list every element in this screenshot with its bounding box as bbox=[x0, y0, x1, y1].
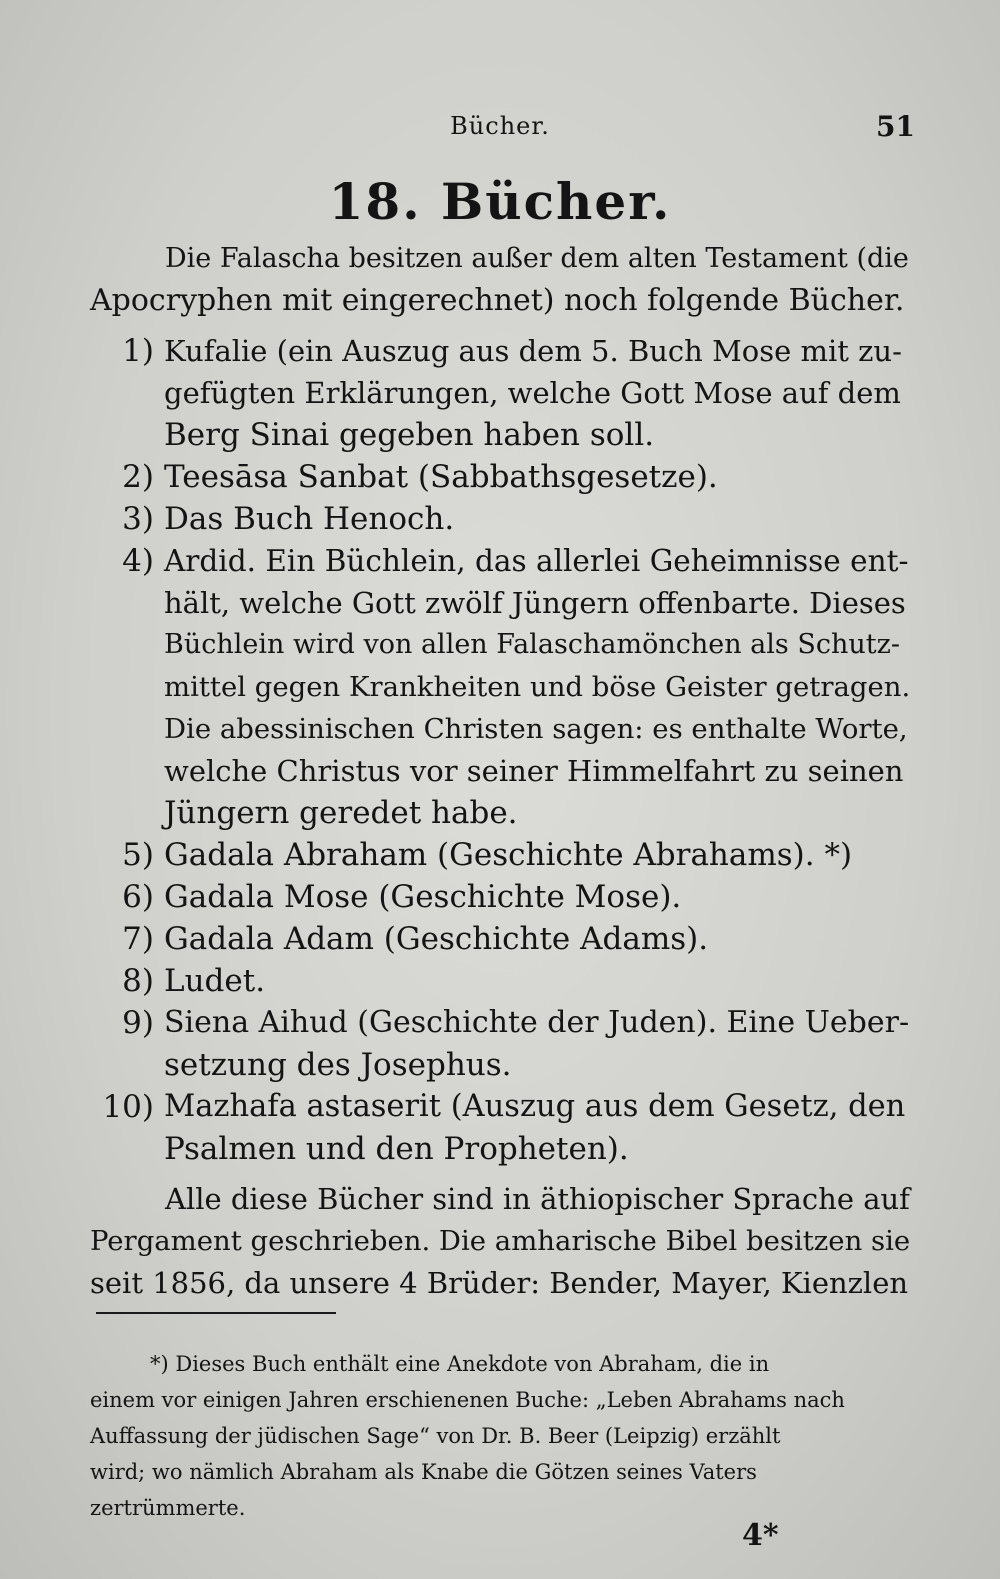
list-number: 5) bbox=[122, 837, 154, 873]
list-line: Psalmen und den Propheten). bbox=[164, 1131, 629, 1167]
list-line: setzung des Josephus. bbox=[164, 1047, 512, 1083]
list-line: Ardid. Ein Büchlein, das allerlei Geheimnisse ent- bbox=[164, 544, 909, 578]
footnote-line: wird; wo nämlich Abraham als Knabe die Götzen seines Vaters bbox=[90, 1460, 757, 1484]
list-line: Mazhafa astaserit (Auszug aus dem Gesetz, den bbox=[164, 1089, 906, 1124]
list-number: 4) bbox=[122, 543, 154, 579]
footnote-line: Auffassung der jüdischen Sage“ von Dr. B. Beer (Leipzig) erzählt bbox=[90, 1424, 781, 1448]
list-line: Ludet. bbox=[164, 963, 266, 999]
intro-line: Apocryphen mit eingerechnet) noch folgende Bücher. bbox=[90, 283, 905, 318]
closing-line: Alle diese Bücher sind in äthiopischer Sprache auf bbox=[165, 1182, 910, 1216]
list-number: 9) bbox=[122, 1005, 154, 1041]
list-number: 8) bbox=[122, 963, 154, 999]
list-line: Teesāsa Sanbat (Sabbathsgesetze). bbox=[164, 459, 718, 495]
list-number: 7) bbox=[122, 921, 154, 957]
footnote-divider bbox=[96, 1312, 336, 1314]
closing-line: seit 1856, da unsere 4 Brüder: Bender, Mayer, Kienzlen bbox=[90, 1266, 909, 1300]
list-line: Gadala Adam (Geschichte Adams). bbox=[164, 921, 709, 957]
printer-signature-mark: 4* bbox=[742, 1518, 779, 1553]
list-line: Gadala Mose (Geschichte Mose). bbox=[164, 879, 682, 915]
page-number: 51 bbox=[876, 110, 915, 143]
list-line: mittel gegen Krankheiten und böse Geister getragen. bbox=[164, 671, 911, 703]
list-line: Jüngern geredet habe. bbox=[164, 795, 518, 831]
chapter-heading: 18. Bücher. bbox=[328, 172, 672, 231]
list-number: 10) bbox=[102, 1089, 154, 1125]
list-number: 3) bbox=[122, 501, 154, 537]
closing-line: Pergament geschrieben. Die amharische Bibel besitzen sie bbox=[90, 1225, 911, 1257]
footnote-line: *) Dieses Buch enthält eine Anekdote von Abraham, die in bbox=[150, 1352, 770, 1376]
footnote-line: zertrümmerte. bbox=[90, 1496, 246, 1520]
list-line: Berg Sinai gegeben haben soll. bbox=[164, 417, 655, 453]
list-line: Siena Aihud (Geschichte der Juden). Eine Ueber- bbox=[164, 1005, 910, 1040]
list-line: Das Buch Henoch. bbox=[164, 501, 455, 537]
list-number: 6) bbox=[122, 879, 154, 915]
intro-line: Die Falascha besitzen außer dem alten Testament (die bbox=[165, 243, 909, 274]
footnote-line: einem vor einigen Jahren erschienenen Buche: „Leben Abrahams nach bbox=[90, 1388, 845, 1412]
running-header: Bücher. bbox=[450, 112, 550, 140]
list-line: Die abessinischen Christen sagen: es enthalte Worte, bbox=[164, 713, 908, 745]
list-line: Büchlein wird von allen Falaschamönchen als Schutz- bbox=[164, 629, 900, 660]
list-line: welche Christus vor seiner Himmelfahrt zu seinen bbox=[164, 754, 904, 788]
list-line: gefügten Erklärungen, welche Gott Mose auf dem bbox=[164, 376, 901, 410]
list-line: Kufalie (ein Auszug aus dem 5. Buch Mose mit zu- bbox=[164, 334, 902, 368]
list-number: 1) bbox=[122, 333, 154, 369]
list-line: hält, welche Gott zwölf Jüngern offenbarte. Dieses bbox=[164, 586, 906, 620]
list-line: Gadala Abraham (Geschichte Abrahams). *) bbox=[164, 837, 853, 873]
list-number: 2) bbox=[122, 459, 154, 495]
